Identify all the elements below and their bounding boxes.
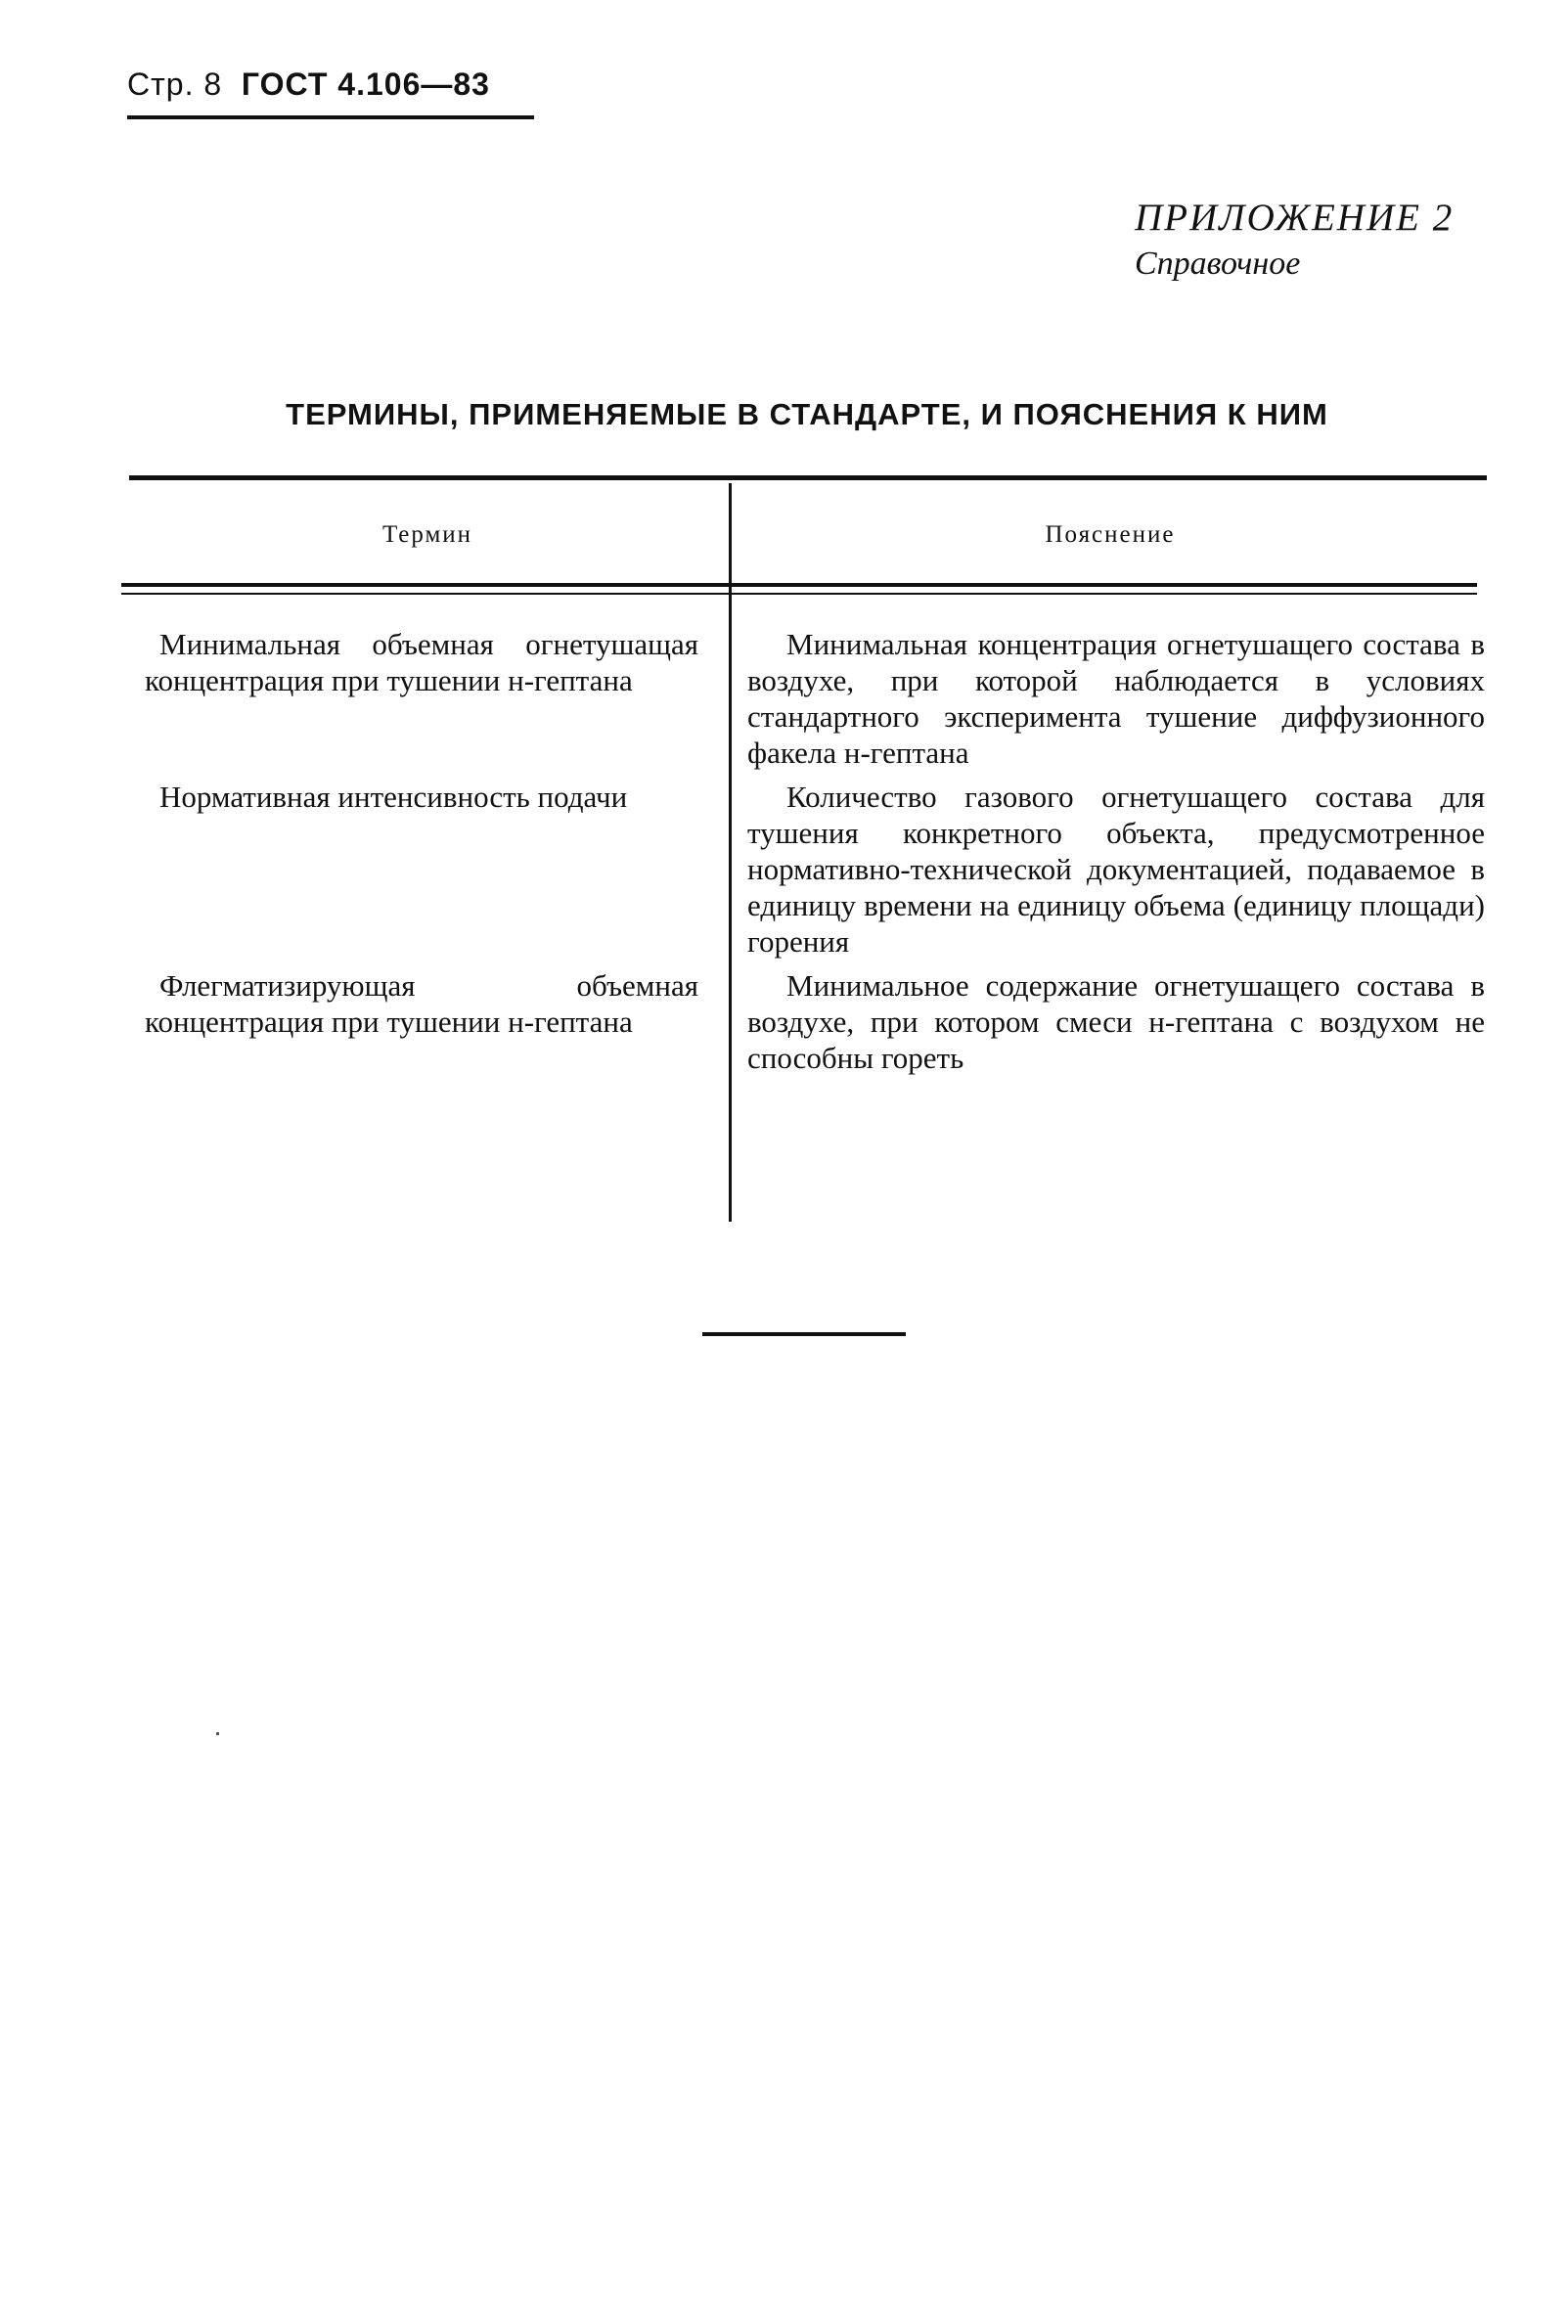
explanation-cell: Минимальная концентрация огнетушащего состава в воздухе, при которой наблюдается в условиях стандартного эксперимента тушение диффузионного факела н-гептана [747, 627, 1485, 770]
header-underline [127, 115, 534, 119]
end-of-section-rule [702, 1332, 906, 1336]
appendix-label [1135, 196, 1454, 283]
standard-designation: ГОСТ 4.106—83 [241, 67, 490, 102]
table-row [145, 967, 1485, 1076]
explanation-cell: Минимальное содержание огнетушащего состава в воздухе, при котором смеси н-гептана с воздухом не способны гореть [747, 968, 1485, 1075]
scan-speck [216, 1732, 219, 1735]
table-row [145, 779, 1485, 960]
table-header-rule [121, 583, 1477, 587]
table-top-rule [129, 475, 1487, 480]
terms-table-body [145, 626, 1485, 1084]
appendix-title: ПРИЛОЖЕНИЕ 2 [1135, 197, 1455, 239]
column-header-explanation: Пояснение [1045, 521, 1176, 548]
table-row [145, 626, 1485, 771]
section-title: ТЕРМИНЫ, ПРИМЕНЯЕМЫЕ В СТАНДАРТЕ, И ПОЯСНЕНИЯ К НИМ [286, 397, 1328, 431]
term-cell: Флегматизирующая объемная концентрация при тушении н-гептана [145, 968, 698, 1039]
page-number: Стр. 8 [127, 67, 223, 102]
column-header-term: Термин [381, 521, 473, 548]
page-header [127, 67, 490, 103]
term-cell: Нормативная интенсивность подачи [159, 780, 628, 814]
term-cell: Минимальная объемная огнетушащая концентрация при тушении н-гептана [145, 627, 698, 697]
table-header-rule-thin [121, 593, 1477, 595]
appendix-subtitle: Справочное [1135, 246, 1301, 282]
explanation-cell: Количество газового огнетушащего состава для тушения конкретного объекта, предусмотренное нормативно-технической документацией, подаваемое в единицу времени на единицу объема (единицу площади) горения [747, 780, 1485, 959]
